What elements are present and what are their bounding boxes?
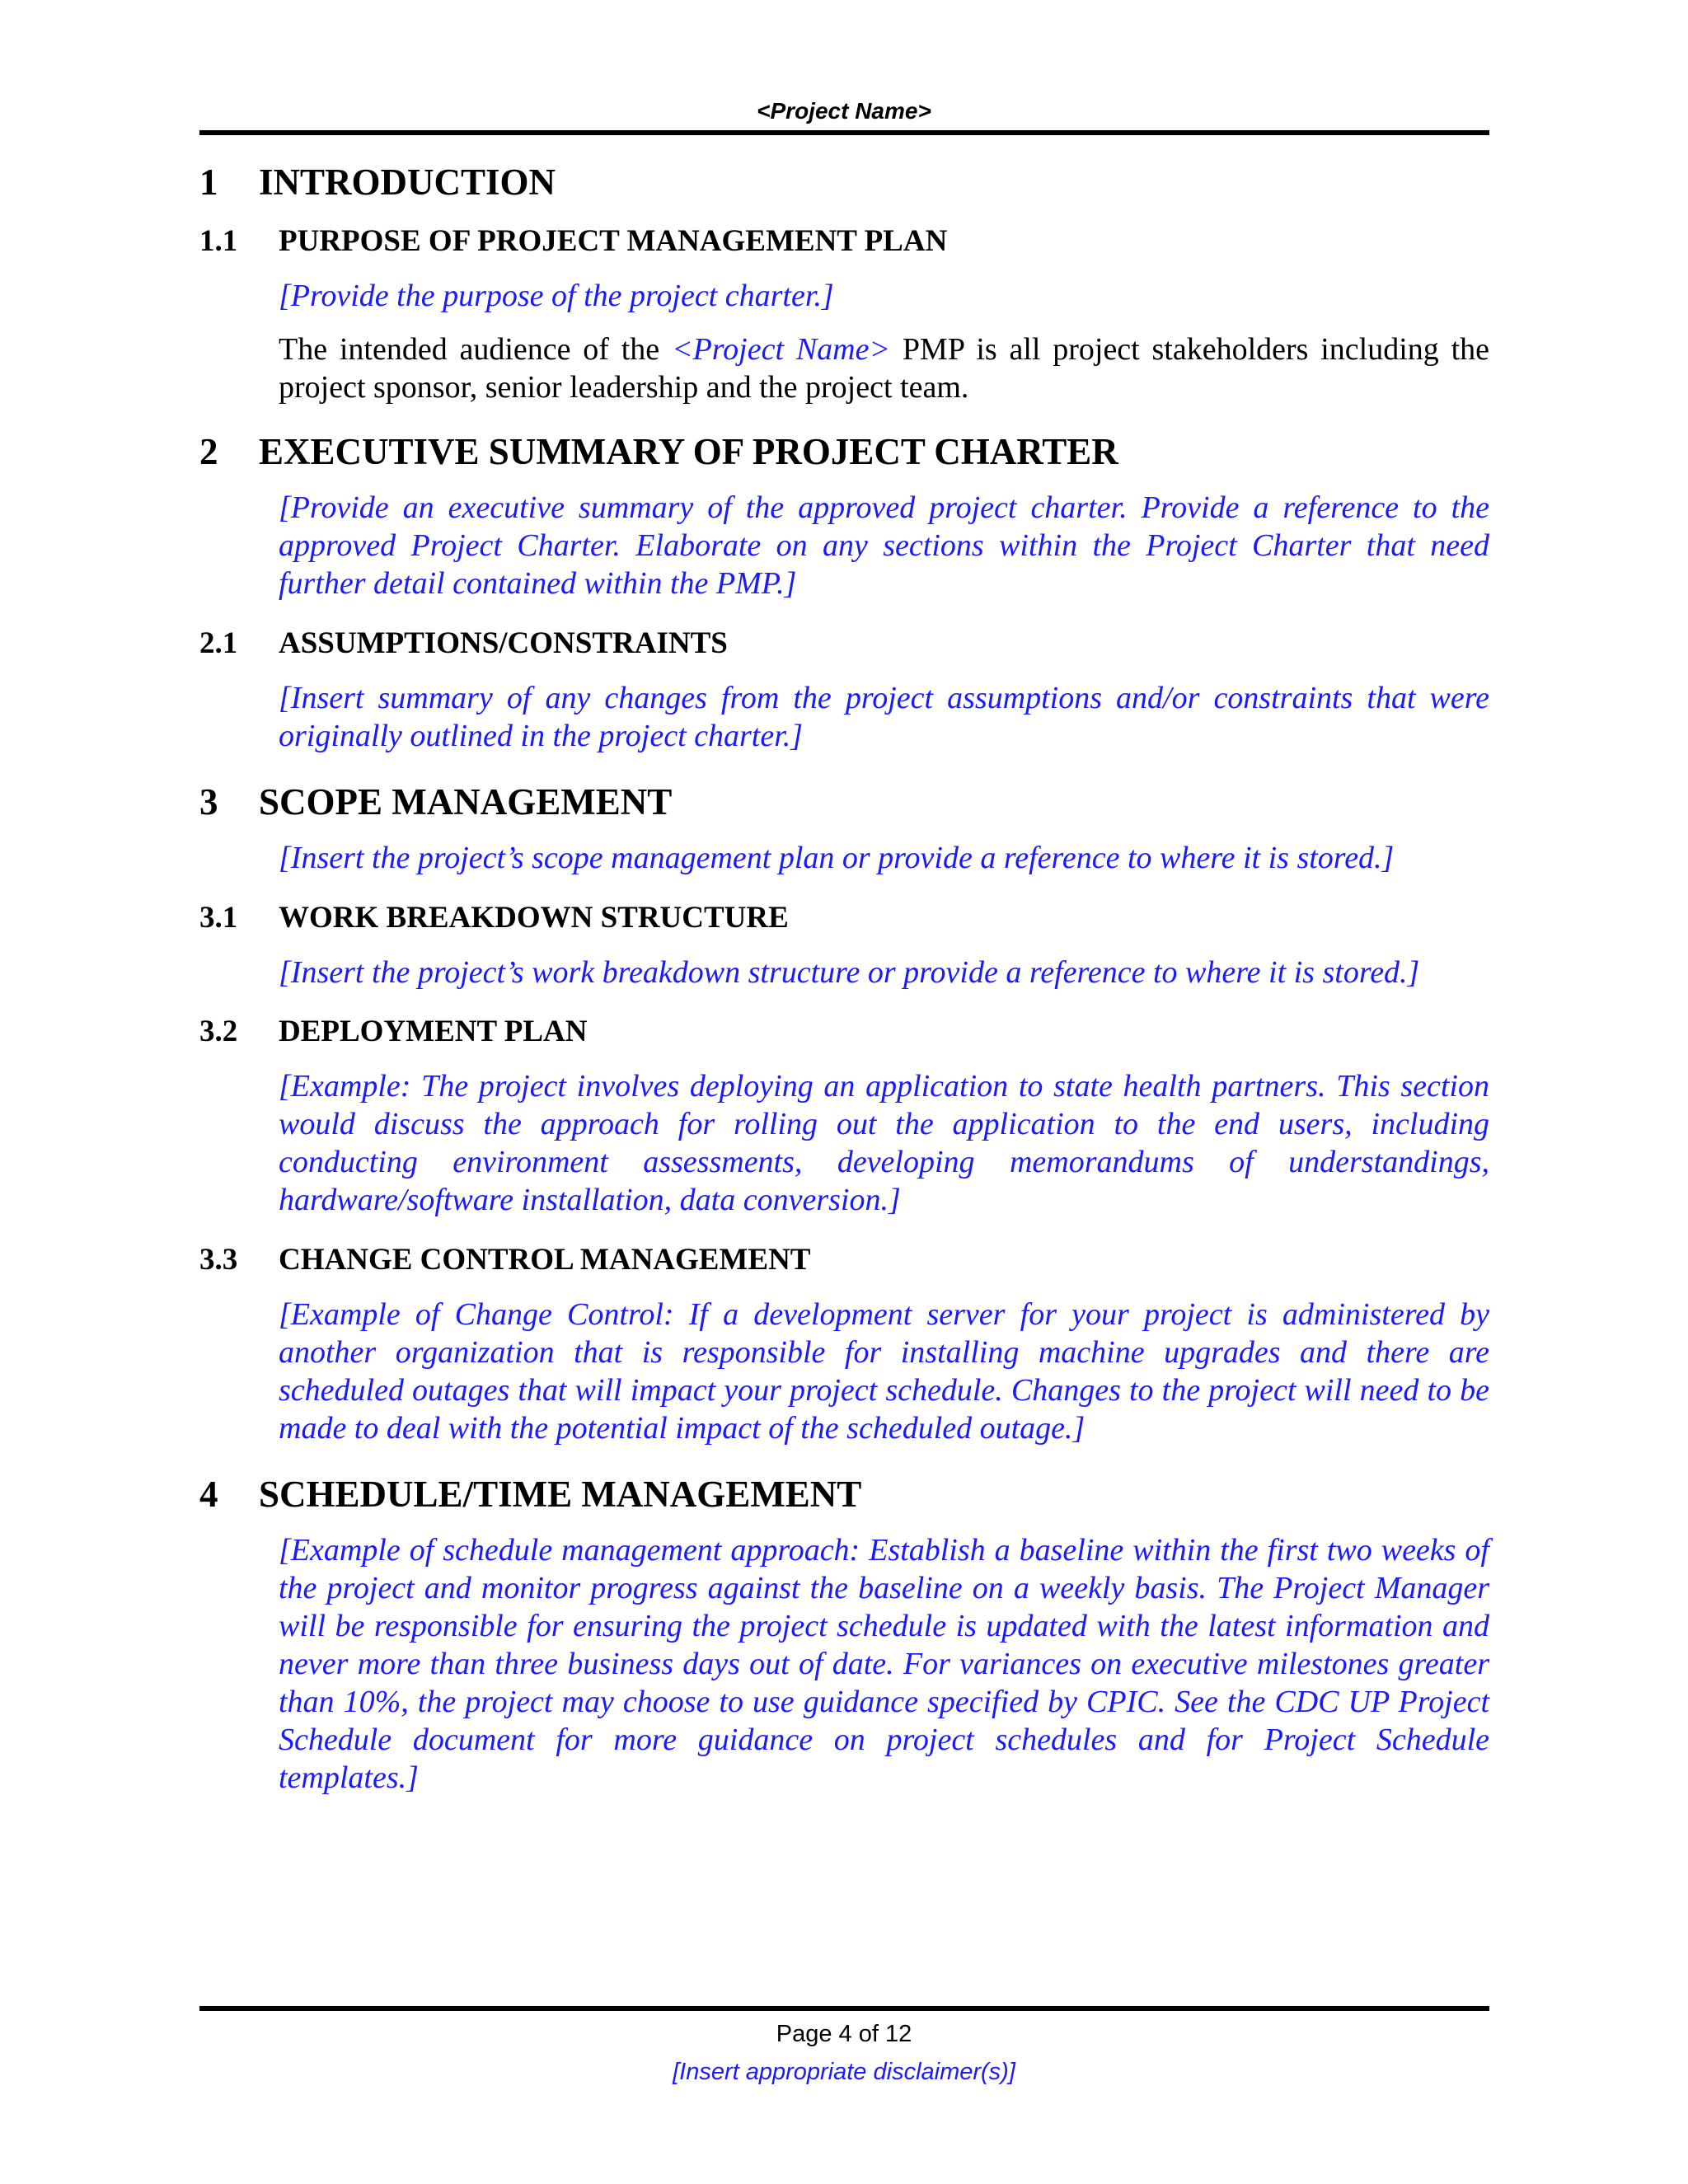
section-1-1-heading — [199, 223, 1489, 260]
section-4-heading — [199, 1470, 1489, 1518]
section-title: SCOPE MANAGEMENT — [259, 781, 673, 823]
footer-disclaimer: [Insert appropriate disclaimer(s)] — [673, 2059, 1015, 2085]
section-number: 3 — [199, 781, 218, 823]
section-1-heading — [199, 158, 1489, 206]
section-3-2-instruction: [Example: The project involves deploying an application to state health partners. This section would discuss the approach for rolling out the application to the end users, including conducting environment assessments, developing memorandums of understandings, hardware/software installation, data conversion.] — [279, 1069, 1489, 1217]
section-title: INTRODUCTION — [259, 162, 556, 203]
section-2-1-heading — [199, 625, 1489, 663]
page-body — [199, 158, 1489, 1797]
section-2-instruction: [Provide an executive summary of the approved project charter. Provide a reference to the approved Project Charter. Elaborate on any sections within the Project Charter that need further detail contained within the PMP.] — [279, 490, 1489, 601]
project-name-placeholder: <Project Name> — [671, 332, 891, 367]
section-3-1-heading — [199, 899, 1489, 937]
subsection-number: 3.1 — [199, 901, 238, 935]
section-4-instruction: [Example of schedule management approach: Establish a baseline within the first two weeks of the project and monitor progress against the baseline on a weekly basis. The Project Manager will be responsible for ensuring the project schedule is updated with the latest information and never more than three business days out of date. For variances on executive milestones greater than 10%, the project may choose to use guidance specified by CPIC. See the CDC UP Project Schedule document for more guidance on project schedules and for Project Schedule templates.] — [279, 1533, 1489, 1795]
section-2-heading — [199, 428, 1489, 476]
section-3-1-instruction: [Insert the project’s work breakdown structure or provide a reference to where it is stored.] — [279, 955, 1420, 990]
section-number: 2 — [199, 431, 218, 472]
section-3-3-heading — [199, 1241, 1489, 1279]
section-3-heading — [199, 778, 1489, 826]
section-3-3-instruction: [Example of Change Control: If a development server for your project is administered by another organization that is responsible for installing machine upgrades and there are scheduled outages that will impact your project schedule. Changes to the project will need to be made to deal with the potential impact of the scheduled outage.] — [279, 1297, 1489, 1446]
subsection-title: CHANGE CONTROL MANAGEMENT — [279, 1243, 811, 1277]
subsection-number: 1.1 — [199, 224, 238, 258]
section-2-1-instruction: [Insert summary of any changes from the project assumptions and/or constraints that were originally outlined in the project charter.] — [279, 681, 1489, 753]
header-rule — [199, 130, 1489, 135]
footer-rule — [199, 2006, 1489, 2011]
subsection-title: ASSUMPTIONS/CONSTRAINTS — [279, 626, 728, 660]
section-1-1-instruction: [Provide the purpose of the project charter.] — [279, 279, 834, 313]
section-3-2-heading — [199, 1013, 1489, 1051]
section-3-instruction: [Insert the project’s scope management plan or provide a reference to where it is stored.] — [279, 841, 1395, 875]
section-title: EXECUTIVE SUMMARY OF PROJECT CHARTER — [259, 431, 1118, 472]
section-number: 4 — [199, 1474, 218, 1515]
subsection-number: 3.3 — [199, 1243, 238, 1277]
section-1-1-body — [279, 330, 1489, 406]
body-text-start: The intended audience of the — [279, 332, 672, 367]
subsection-number: 2.1 — [199, 626, 238, 660]
page-number: Page 4 of 12 — [776, 2021, 912, 2047]
section-title: SCHEDULE/TIME MANAGEMENT — [259, 1474, 862, 1515]
body-text-end: PMP is all project stakeholders including the project sponsor, senior leadership and the project team. — [279, 332, 1489, 405]
section-number: 1 — [199, 162, 218, 203]
subsection-title: DEPLOYMENT PLAN — [279, 1015, 588, 1048]
page-header-project-name: <Project Name> — [757, 98, 931, 124]
subsection-number: 3.2 — [199, 1015, 238, 1048]
subsection-title: PURPOSE OF PROJECT MANAGEMENT PLAN — [279, 224, 948, 258]
subsection-title: WORK BREAKDOWN STRUCTURE — [279, 901, 789, 935]
